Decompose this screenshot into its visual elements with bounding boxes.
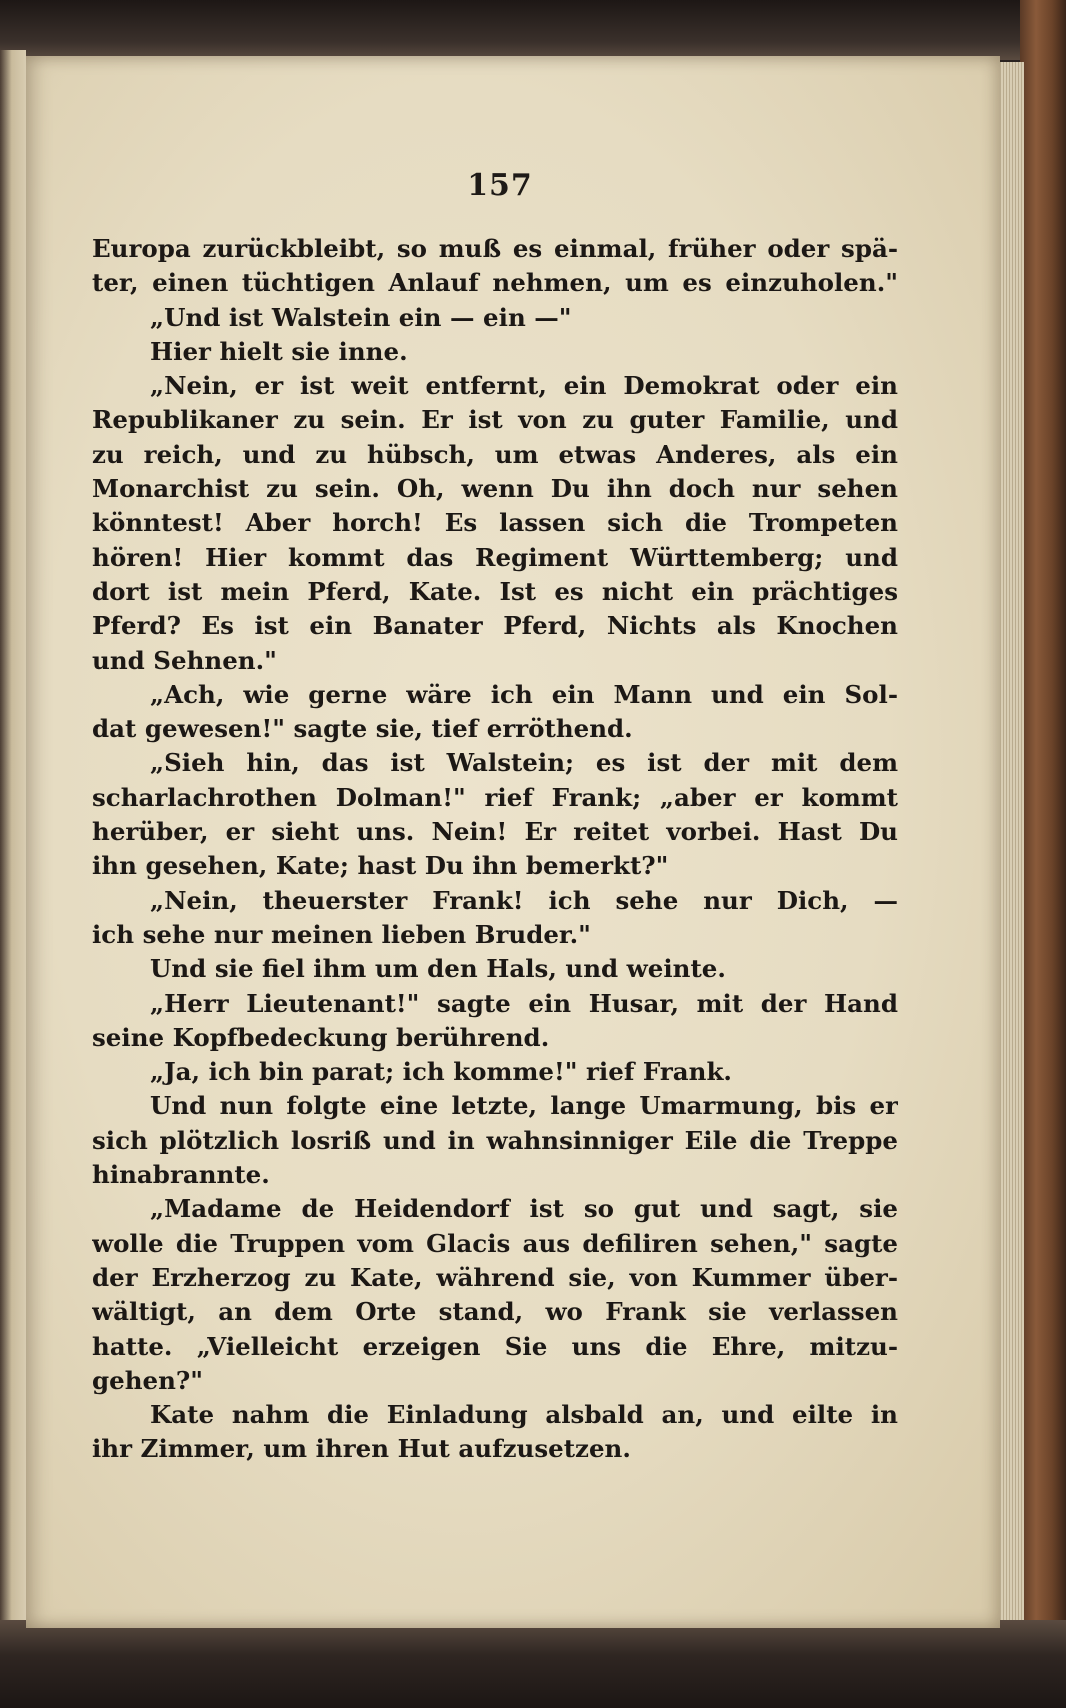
text-line: „Herr Lieutenant!" sagte ein Husar, mit der Hand	[150, 988, 898, 1018]
text-line: Hier hielt sie inne.	[150, 336, 408, 366]
text-line: „Madame de Heidendorf ist so gut und sagt, sie	[150, 1194, 898, 1224]
text-line: Pferd? Es ist ein Banater Pferd, Nichts als Knochen	[92, 611, 898, 641]
text-line: Europa zurückbleibt, so muß es einmal, früher oder spä-	[92, 234, 898, 263]
text-line: gehen?"	[92, 1365, 204, 1395]
text-line: hören! Hier kommt das Regiment Württemberg; und	[92, 542, 898, 572]
text-line: sich plötzlich losriß und in wahnsinniger Eile die Treppe	[92, 1125, 898, 1155]
text-line: „Sieh hin, das ist Walstein; es ist der mit dem	[150, 748, 898, 778]
text-line: ter, einen tüchtigen Anlauf nehmen, um es einzuholen."	[92, 268, 898, 298]
book-edge-bottom	[0, 1620, 1066, 1708]
text-line: hatte. „Vielleicht erzeigen Sie uns die Ehre, mitzu-	[92, 1331, 898, 1361]
text-line: herüber, er sieht uns. Nein! Er reitet vorbei. Hast Du	[92, 817, 898, 847]
page-text	[92, 232, 898, 1467]
text-line: dort ist mein Pferd, Kate. Ist es nicht ein prächtiges	[92, 576, 898, 606]
book-cover-edge	[1020, 0, 1066, 1708]
text-line: könntest! Aber horch! Es lassen sich die Trompeten	[92, 508, 898, 538]
text-line: „Nein, er ist weit entfernt, ein Demokrat oder ein	[150, 371, 898, 401]
text-line: ihn gesehen, Kate; hast Du ihn bemerkt?"	[92, 851, 669, 881]
page-number: 157	[467, 168, 533, 203]
text-line: ihr Zimmer, um ihren Hut aufzusetzen.	[92, 1434, 631, 1464]
text-line: Republikaner zu sein. Er ist von zu guter Familie, und	[92, 405, 898, 435]
text-line: Kate nahm die Einladung alsbald an, und eilte in	[150, 1400, 898, 1430]
text-line: und Sehnen."	[92, 645, 277, 675]
text-line: dat gewesen!" sagte sie, tief erröthend.	[92, 714, 633, 744]
text-line: wältigt, an dem Orte stand, wo Frank sie verlassen	[92, 1297, 898, 1327]
text-line: seine Kopfbedeckung berührend.	[92, 1022, 550, 1052]
text-line: der Erzherzog zu Kate, während sie, von Kummer über-	[92, 1262, 898, 1292]
text-line: wolle die Truppen vom Glacis aus defiliren sehen," sagte	[92, 1228, 898, 1258]
text-line: hinabrannte.	[92, 1160, 270, 1190]
text-line: ich sehe nur meinen lieben Bruder."	[92, 919, 591, 949]
text-line: „Und ist Walstein ein — ein —"	[150, 302, 572, 332]
text-line: „Ja, ich bin parat; ich komme!" rief Frank.	[150, 1057, 732, 1087]
text-line: „Ach, wie gerne wäre ich ein Mann und ein Sol-	[150, 679, 898, 709]
text-line: zu reich, und zu hübsch, um etwas Anderes, als ein	[92, 439, 898, 469]
book-edge-top	[0, 0, 1066, 60]
page-stack-edge	[998, 62, 1024, 1622]
text-line: Und nun folgte eine letzte, lange Umarmung, bis er	[150, 1091, 898, 1121]
text-line: Und sie fiel ihm um den Hals, und weinte.	[150, 954, 726, 984]
facing-page-edge	[0, 50, 26, 1630]
text-line: „Nein, theuerster Frank! ich sehe nur Dich, —	[150, 885, 898, 915]
text-line: scharlachrothen Dolman!" rief Frank; „aber er kommt	[92, 782, 898, 812]
text-line: Monarchist zu sein. Oh, wenn Du ihn doch nur sehen	[92, 474, 898, 504]
